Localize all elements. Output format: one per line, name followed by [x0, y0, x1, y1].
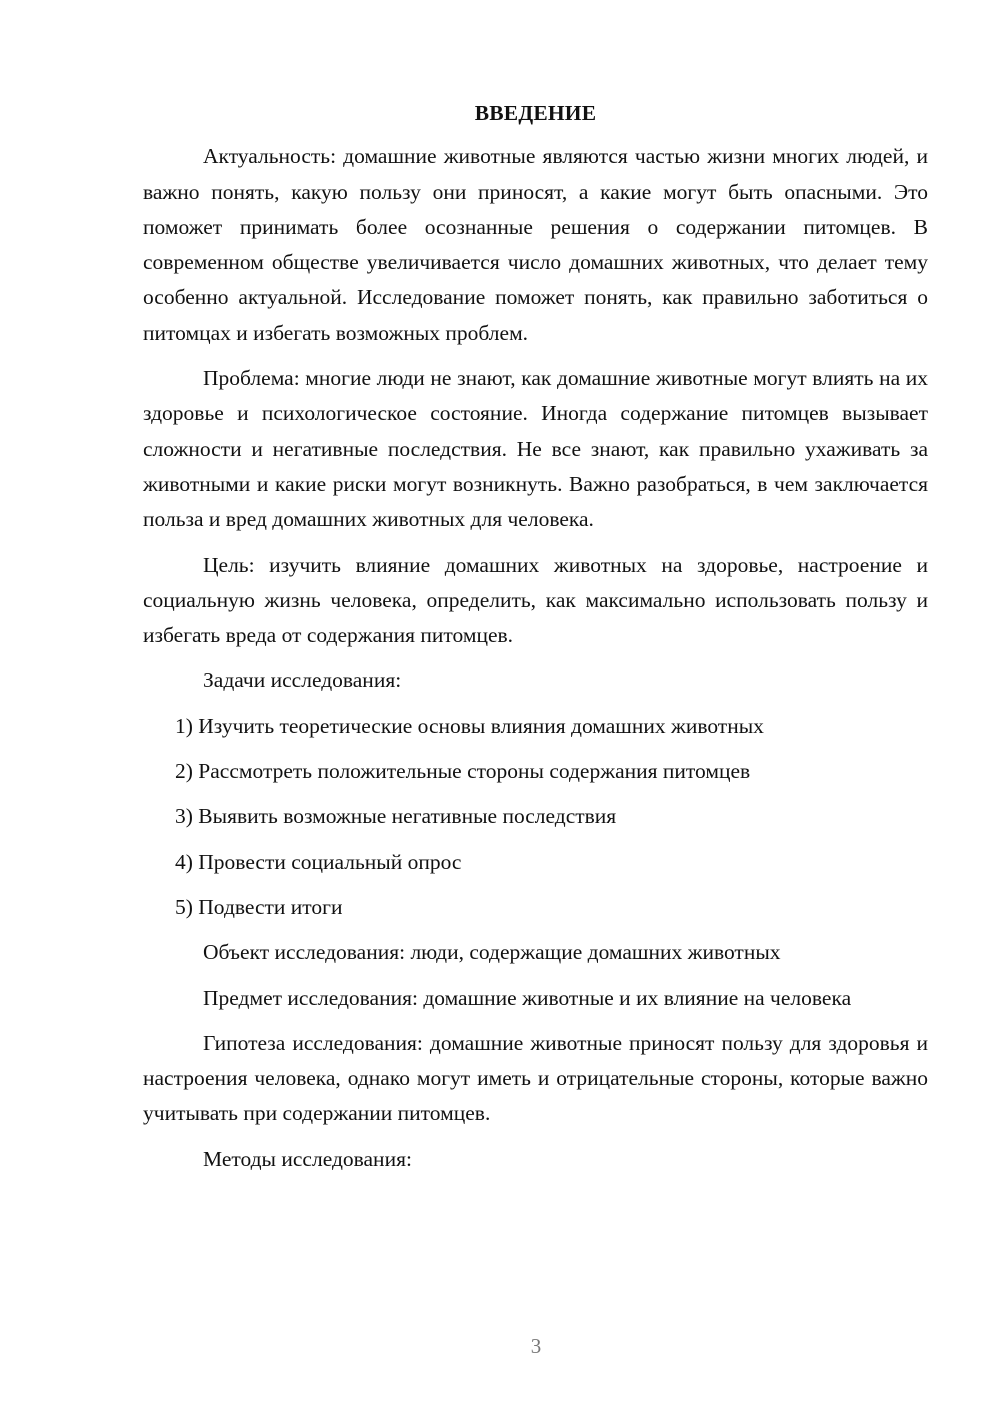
section-title: ВВЕДЕНИЕ	[474, 101, 597, 125]
hypothesis-paragraph: Гипотеза исследования: домашние животные приносят пользу для здоровья и настроения человека, однако могут иметь и отрицательные стороны, которые важно учитывать при содержании питомцев.	[143, 1030, 928, 1126]
task-item: 1) Изучить теоретические основы влияния домашних животных	[175, 713, 764, 738]
task-item: 4) Провести социальный опрос	[175, 849, 462, 874]
page-content	[143, 96, 928, 1187]
page-number: 3	[530, 1334, 542, 1358]
subject-paragraph: Предмет исследования: домашние животные и их влияние на человека	[203, 985, 852, 1010]
tasks-heading: Задачи исследования:	[203, 668, 402, 693]
problem-paragraph: Проблема: многие люди не знают, как домашние животные могут влиять на их здоровье и психологическое состояние. Иногда содержание питомцев вызывает сложности и негативные последствия. Не все знают, как правильно ухаживать за животными и какие риски могут возникнуть. Важно разобраться, в чем заключается польза и вред домашних животных для человека.	[143, 366, 928, 532]
relevance-paragraph: Актуальность: домашние животные являются частью жизни многих людей, и важно понять, какую пользу они приносят, а какие могут быть опасными. Это поможет принимать более осознанные решения о содержании питомцев. В современном обществе увеличивается число домашних животных, что делает тему особенно актуальной. Исследование поможет понять, как правильно заботиться о питомцах и избегать возможных проблем.	[143, 144, 928, 345]
task-item: 5) Подвести итоги	[175, 894, 343, 919]
task-item: 2) Рассмотреть положительные стороны содержания питомцев	[175, 759, 751, 784]
goal-paragraph: Цель: изучить влияние домашних животных на здоровье, настроение и социальную жизнь человека, определить, как максимально использовать пользу и избегать вреда от содержания питомцев.	[143, 552, 928, 648]
methods-heading: Методы исследования:	[203, 1146, 412, 1171]
task-item: 3) Выявить возможные негативные последствия	[175, 804, 617, 829]
object-paragraph: Объект исследования: люди, содержащие домашних животных	[203, 940, 781, 965]
tasks-list	[143, 709, 928, 925]
